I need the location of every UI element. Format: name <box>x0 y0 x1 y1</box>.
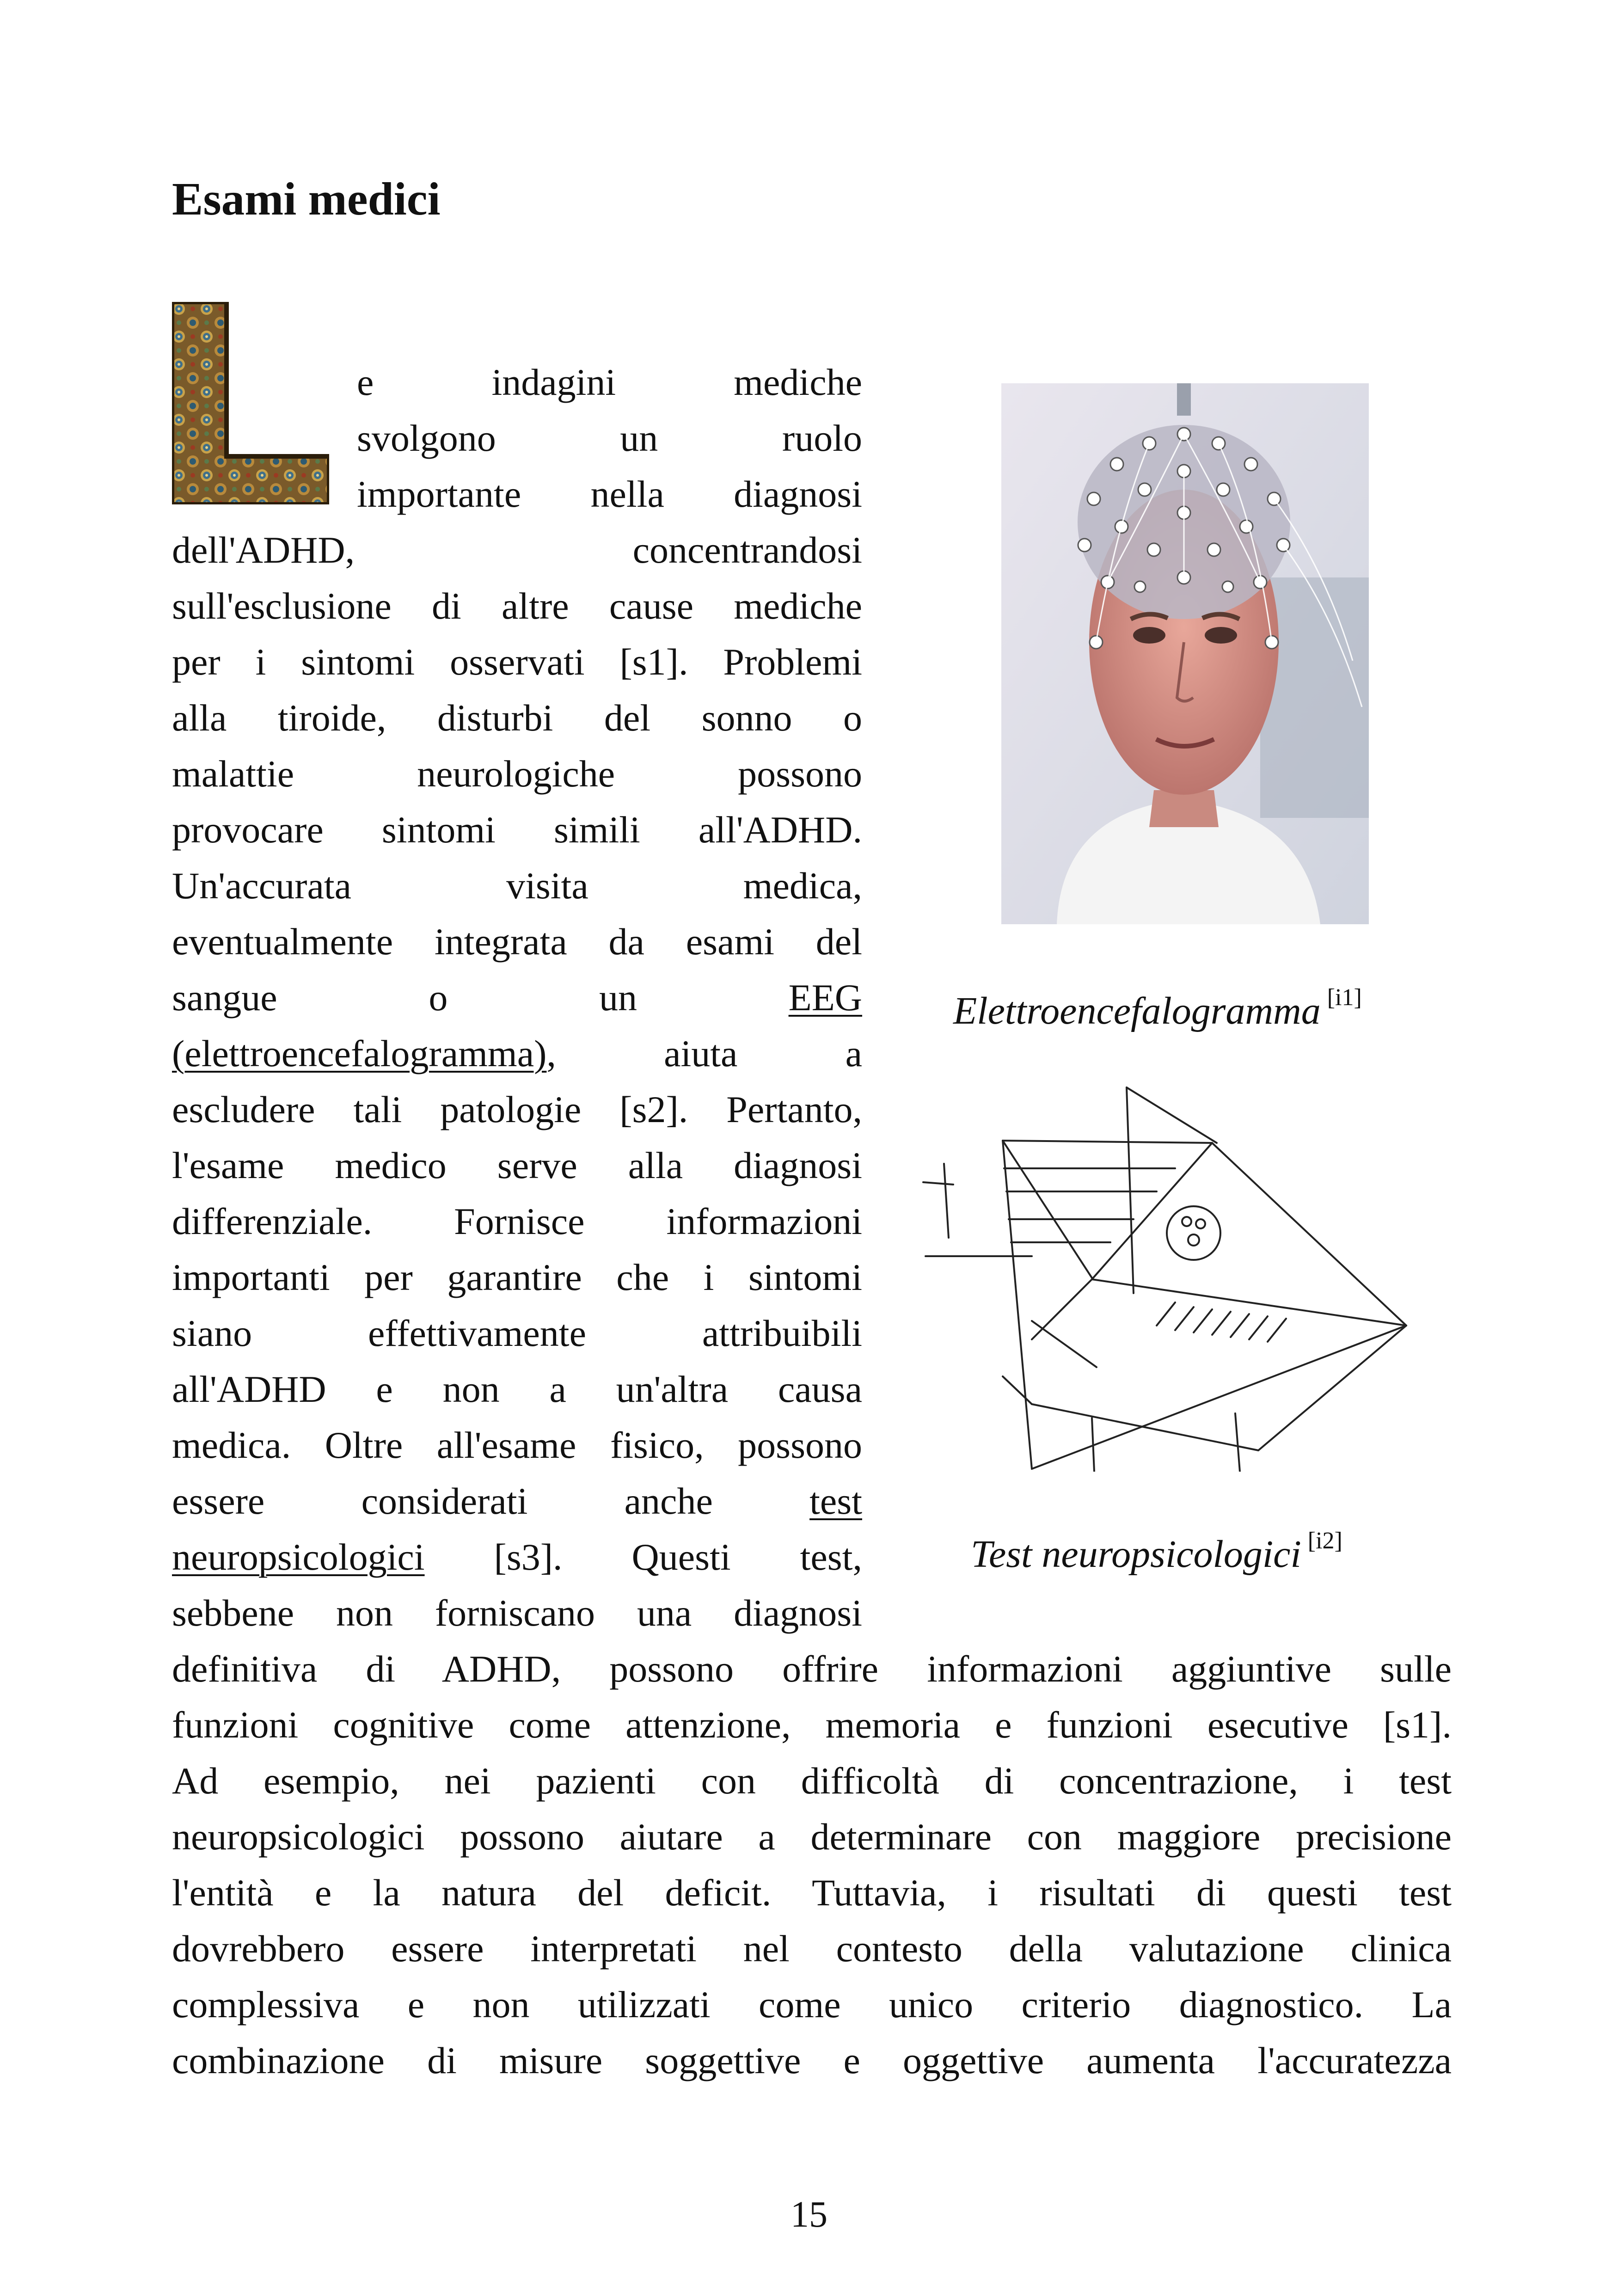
line-word: Questi <box>631 1536 731 1578</box>
line-word: test, <box>800 1536 862 1578</box>
text-line: siano effettivamente attribuibili <box>172 1312 862 1354</box>
eeg-portrait-icon <box>1001 383 1369 924</box>
text-line: alla tiroide, disturbi del sonno o <box>172 697 862 739</box>
text-line: per i sintomi osservati [s1]. Problemi <box>172 641 862 683</box>
neuropsych-test-drawing <box>916 1080 1456 1472</box>
neuropsicologici-link[interactable]: neuropsicologici <box>172 1536 425 1578</box>
text-line: funzioni cognitive come attenzione, memoria e funzioni esecutive [s1]. <box>172 1704 1452 1746</box>
figure-caption-eeg <box>953 975 1362 1034</box>
text-line: l'esame medico serve alla diagnosi <box>172 1144 862 1186</box>
text-line-with-link <box>172 1031 862 1077</box>
page-number: 15 <box>791 2194 827 2235</box>
figure-caption-test <box>971 1518 1342 1578</box>
text-line-with-link <box>172 1478 862 1524</box>
caption-text: Elettroencefalogramma <box>953 989 1321 1032</box>
caption-ref: [i2] <box>1307 1528 1342 1554</box>
text-line: eventualmente integrata da esami del <box>172 921 862 963</box>
eeg-full-link[interactable]: (elettroencefalogramma) <box>172 1032 547 1074</box>
text-line: dovrebbero essere interpretati nel contesto della valutazione clinica <box>172 1928 1452 1970</box>
line-word: un <box>599 976 637 1019</box>
text-line: complessiva e non utilizzati come unico criterio diagnostico. La <box>172 1983 1452 2026</box>
text-line: importanti per garantire che i sintomi <box>172 1256 862 1298</box>
text-line: combinazione di misure soggettive e oggettive aumenta l'accuratezza <box>172 2039 1452 2081</box>
eeg-link[interactable]: EEG <box>788 976 863 1019</box>
text-line-with-link <box>172 1534 862 1580</box>
line-word: , <box>546 1032 556 1074</box>
text-line: sebbene non forniscano una diagnosi <box>172 1592 862 1634</box>
text-line-with-link <box>172 975 862 1021</box>
text-line: differenziale. Fornisce informazioni <box>172 1200 862 1242</box>
line-word: [s3]. <box>494 1536 563 1578</box>
text-line: Un'accurata visita medica, <box>172 865 862 907</box>
text-line: neuropsicologici possono aiutare a determinare con maggiore precisione <box>172 1816 1452 1858</box>
caption-text: Test neuropsicologici <box>971 1533 1301 1576</box>
line-word: a <box>845 1032 862 1074</box>
text-line: definitiva di ADHD, possono offrire informazioni aggiuntive sulle <box>172 1648 1452 1690</box>
text-line: e indagini mediche <box>357 361 862 403</box>
caption-ref: [i1] <box>1327 984 1362 1011</box>
text-line: medica. Oltre all'esame fisico, possono <box>172 1424 862 1466</box>
eeg-photo <box>1001 383 1369 924</box>
text-line: svolgono un ruolo <box>357 417 862 459</box>
line-word: o <box>429 976 448 1019</box>
text-line: all'ADHD e non a un'altra causa <box>172 1368 862 1410</box>
line-word: aiuta <box>664 1032 738 1074</box>
text-line: l'entità e la natura del deficit. Tuttavia, i risultati di questi test <box>172 1872 1452 1914</box>
line-word: anche <box>624 1480 713 1522</box>
text-line: escludere tali patologie [s2]. Pertanto, <box>172 1088 862 1130</box>
test-drawing-icon <box>916 1080 1456 1472</box>
text-line: sull'esclusione di altre cause mediche <box>172 585 862 627</box>
text-line: provocare sintomi simili all'ADHD. <box>172 809 862 851</box>
page-title: Esami medici <box>172 173 441 225</box>
text-line: importante nella diagnosi <box>357 473 862 515</box>
line-word: considerati <box>361 1480 528 1522</box>
text-line: dell'ADHD, concentrandosi <box>172 529 862 571</box>
line-word: essere <box>172 1480 265 1522</box>
test-link[interactable]: test <box>809 1480 862 1522</box>
line-word: sangue <box>172 976 277 1019</box>
text-line: Ad esempio, nei pazienti con difficoltà di concentrazione, i test <box>172 1760 1452 1802</box>
text-line: malattie neurologiche possono <box>172 753 862 795</box>
